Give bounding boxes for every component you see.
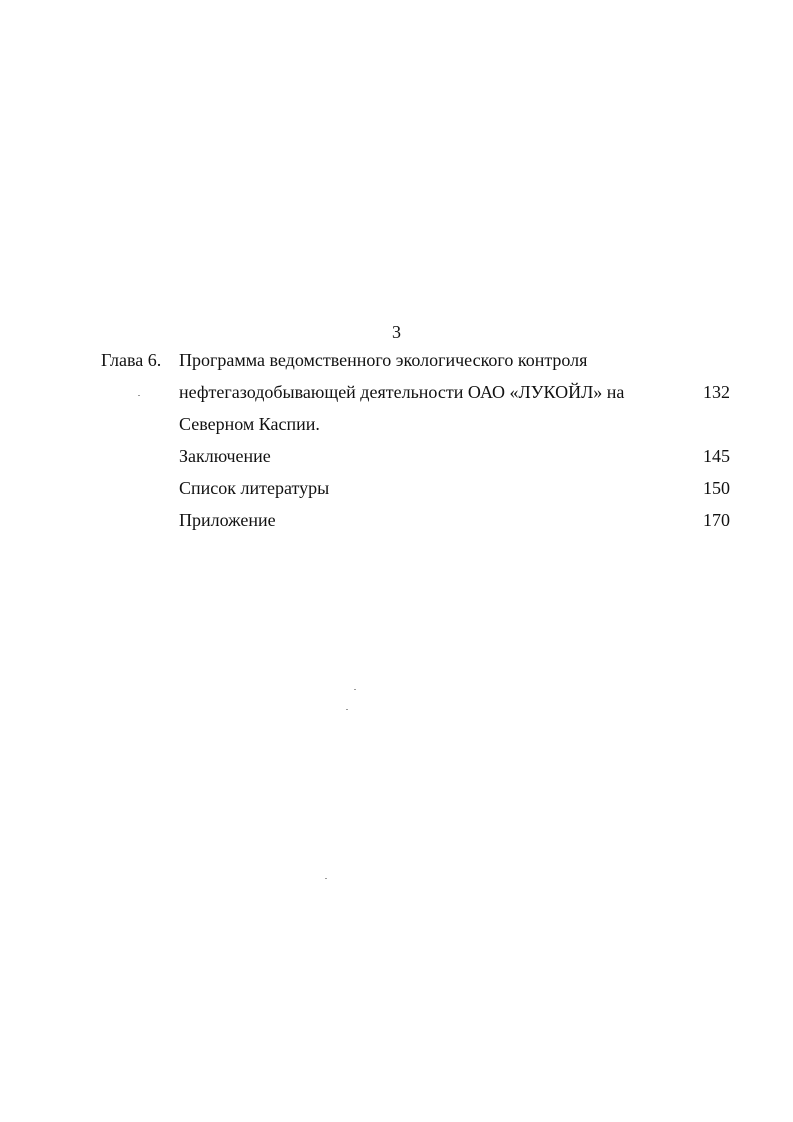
toc-entry-title: Список литературы: [179, 478, 330, 498]
chapter-title-line-2: нефтегазодобывающей деятельности ОАО «ЛУКОЙЛ» на: [179, 382, 625, 402]
page-number: 3: [392, 322, 401, 342]
scan-speck: [346, 709, 348, 710]
scan-speck: [354, 689, 356, 690]
chapter-title-line-3: Северном Каспии.: [179, 414, 320, 434]
toc-entry-page: 145: [703, 446, 730, 466]
toc-entry-page: 150: [703, 478, 730, 498]
scan-speck: [138, 395, 140, 396]
scan-speck: [325, 878, 327, 879]
toc-entry-title: Приложение: [179, 510, 276, 530]
chapter-label: Глава 6.: [101, 350, 162, 370]
chapter-title-line-1: Программа ведомственного экологического контроля: [179, 350, 588, 370]
toc-entry-title: Заключение: [179, 446, 271, 466]
toc-entry-page: 170: [703, 510, 730, 530]
chapter-page-number: 132: [703, 382, 730, 402]
